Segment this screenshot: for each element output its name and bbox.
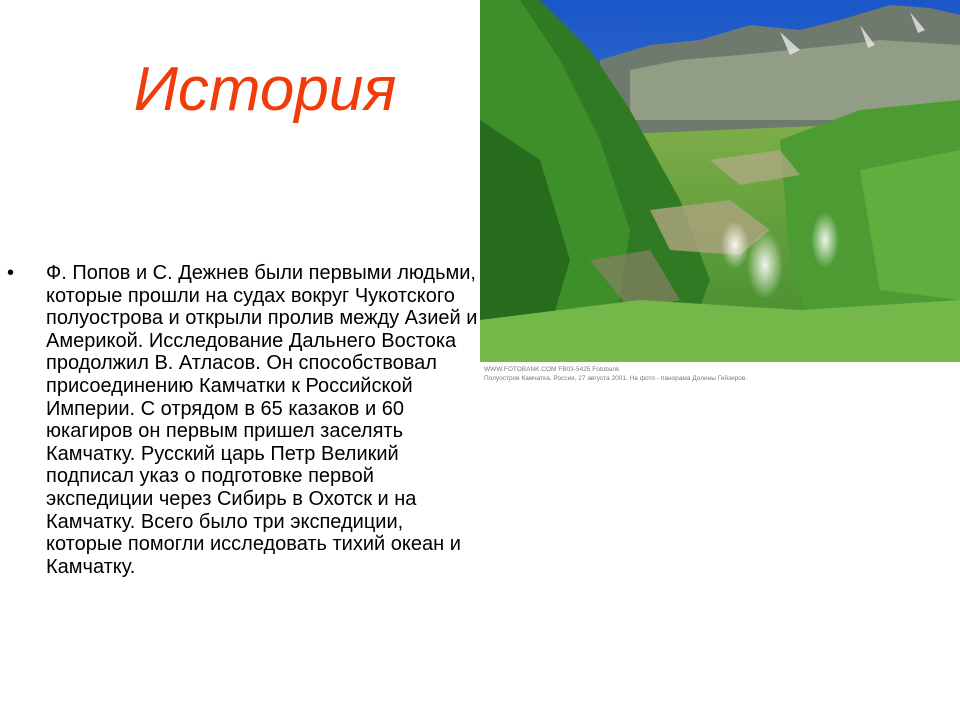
photo-caption-description: Полуостров Камчатка, Россия, 27 августа 2001. На фото - панорама Долины Гейзеров. [484,375,748,382]
photo-caption-credit: WWW.FOTOBANK.COM FB03-5425 Fotobank [484,366,620,373]
bullet-text: Ф. Попов и С. Дежнев были первыми людьми, которые прошли на судах вокруг Чукотского полуострова и открыли пролив между Азией и Америкой. Исследование Дальнего Востока продолжил В. Атласов. Он способствовал присоединению Камчатки к Российской Империи. С отрядом в 65 казаков и 60 юкагиров он первым пришел заселять Камчатку. Русский царь Петр Великий подписал указ о подготовке первой экспедиции через Сибирь в Охотск и на Камчатку. Всего было три экспедиции, которые помогли исследовать тихий океан и Камчатку. [46,262,478,578]
steam-plume [721,221,749,269]
valley-photo [480,0,960,395]
steam-plume [747,231,783,299]
slide-title: История [133,55,397,124]
steam-plume [811,212,839,268]
bullet-marker: • [7,262,15,284]
valley-photo-image [480,0,960,362]
